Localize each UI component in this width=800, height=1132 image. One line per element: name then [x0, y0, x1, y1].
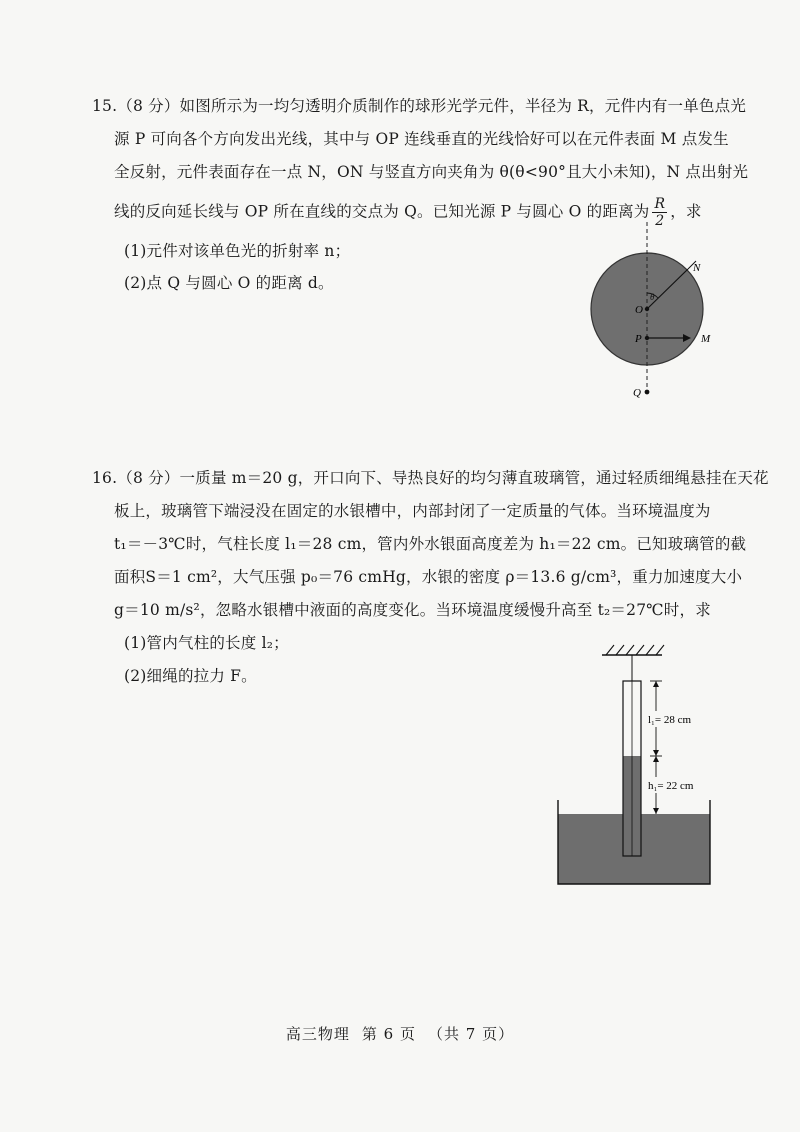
q16-line-4: 面积S＝1 cm²，大气压强 p₀＝76 cmHg，水银的密度 ρ＝13.6 g/cm³，重力加速度大小	[114, 568, 743, 586]
q16-subquestion-2: (2)细绳的拉力 F。	[124, 667, 257, 685]
dim-arrow-mid-down-icon	[653, 756, 659, 762]
q15-subquestion-2: (2)点 Q 与圆心 O 的距离 d。	[124, 274, 334, 292]
fraction-denominator: 2	[655, 213, 665, 229]
q16-line-2: 板上，玻璃管下端浸没在固定的水银槽中，内部封闭了一定质量的气体。当环境温度为	[114, 502, 711, 520]
q15-line-3: 全反射，元件表面存在一点 N，ON 与竖直方向夹角为 θ(θ<90°且大小未知)，N 点出射光	[114, 163, 749, 181]
q15-line-4-text: 线的反向延长线与 OP 所在直线的交点为 Q。已知光源 P 与圆心 O 的距离为	[114, 202, 650, 221]
q16-line-3: t₁＝－3℃时，气柱长度 l₁＝28 cm，管内外水银面高度差为 h₁＝22 cm。已知玻璃管的截	[114, 535, 747, 553]
q15-line-2: 源 P 可向各个方向发出光线，其中与 OP 连线垂直的光线恰好可以在元件表面 M 点发生	[114, 130, 729, 148]
label-theta: θ	[650, 292, 655, 302]
dim-arrow-bottom-icon	[653, 808, 659, 814]
label-l1: l₁= 28 cm	[648, 714, 692, 726]
label-m: M	[701, 333, 711, 345]
fraction-numerator: R	[654, 196, 666, 212]
footer-page: 第 6 页	[361, 1025, 416, 1043]
q16-line-1: 16.（8 分）一质量 m＝20 g，开口向下、导热良好的均匀薄直玻璃管，通过轻质细绳悬挂在天花	[92, 469, 769, 487]
page-footer	[0, 1023, 800, 1044]
q16-line-5: g＝10 m/s²，忽略水银槽中液面的高度变化。当环境温度缓慢升高至 t₂＝27℃时，求	[114, 601, 711, 619]
footer-total: （共 7 页）	[428, 1025, 515, 1043]
label-q: Q	[633, 387, 641, 399]
q15-subquestion-1: (1)元件对该单色光的折射率 n；	[124, 242, 351, 260]
dim-arrow-mid-up-icon	[653, 750, 659, 756]
ceiling-hatch	[606, 645, 664, 655]
q15-line-4-end: ，求	[670, 202, 702, 221]
sphere-optics-figure	[575, 222, 735, 407]
label-h1: h₁= 22 cm	[648, 780, 694, 792]
label-n: N	[693, 262, 701, 274]
footer-subject: 高三物理	[285, 1025, 350, 1043]
label-p: P	[635, 333, 642, 345]
q15-line-1: 15.（8 分）如图所示为一均匀透明介质制作的球形光学元件，半径为 R，元件内有一单色点光	[92, 97, 747, 115]
glass-tube-figure	[550, 635, 720, 890]
label-o: O	[635, 304, 643, 316]
point-p	[645, 336, 649, 340]
point-q	[645, 390, 650, 395]
point-o	[645, 307, 649, 311]
q16-subquestion-1: (1)管内气柱的长度 l₂；	[124, 634, 289, 652]
dim-arrow-top-icon	[653, 681, 659, 687]
